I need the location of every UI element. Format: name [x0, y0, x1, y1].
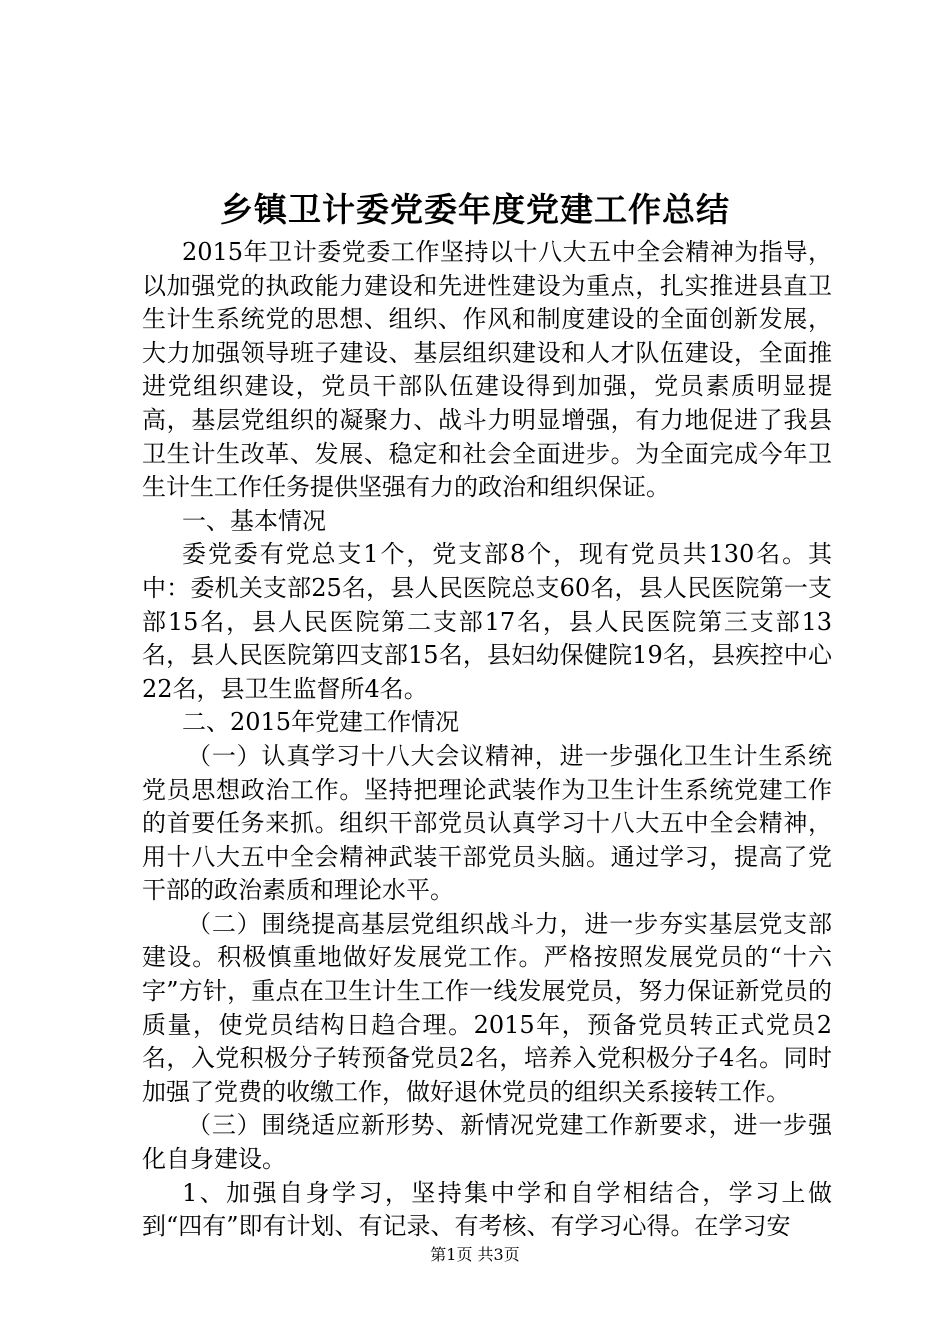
- paragraph-basic-info: 委党委有党总支1个，党支部8个，现有党员共130名。其中：委机关支部25名，县人民医院总支60名，县人民医院第一支部15名，县人民医院第二支部17名，县人民医院第三支部13名，县人民医院第四支部15名，县妇幼保健院19名，县疾控中心22名，县卫生监督所4名。: [142, 540, 832, 703]
- paragraph-subitem-1: 1、加强自身学习，坚持集中学和自学相结合，学习上做到“四有”即有计划、有记录、有考核、有学习心得。在学习安: [142, 1178, 832, 1241]
- document-title: 乡镇卫计委党委年度党建工作总结: [220, 190, 730, 229]
- paragraph-intro: 2015年卫计委党委工作坚持以十八大五中全会精神为指导，以加强党的执政能力建设和先进性建设为重点，扎实推进县直卫生计生系统党的思想、组织、作风和制度建设的全面创新发展，大力加强领导班子建设、基层组织建设和人才队伍建设，全面推进党组织建设，党员干部队伍建设得到加强，党员素质明显提高，基层党组织的凝聚力、战斗力明显增强，有力地促进了我县卫生计生改革、发展、稳定和社会全面进步。为全面完成今年卫生计生工作任务提供坚强有力的政治和组织保证。: [142, 238, 832, 502]
- section-heading-work: 二、2015年党建工作情况: [182, 708, 460, 737]
- document-body: [142, 236, 832, 1244]
- paragraph-item-1: （一）认真学习十八大会议精神，进一步强化卫生计生系统党员思想政治工作。坚持把理论武装作为卫生计生系统党建工作的首要任务来抓。组织干部党员认真学习十八大五中全会精神，用十八大五中全会精神武装干部党员头脑。通过学习，提高了党干部的政治素质和理论水平。: [142, 741, 832, 905]
- page-number-footer: 第1页 共3页: [430, 1245, 520, 1264]
- section-heading-basic: 一、基本情况: [182, 506, 326, 535]
- paragraph-item-3: （三）围绕适应新形势、新情况党建工作新要求，进一步强化自身建设。: [142, 1111, 832, 1174]
- paragraph-item-2: （二）围绕提高基层党组织战斗力，进一步夯实基层党支部建设。积极慎重地做好发展党工作。严格按照发展党员的“十六字”方针，重点在卫生计生工作一线发展党员，努力保证新党员的质量，使党员结构日趋合理。2015年，预备党员转正式党员2名，入党积极分子转预备党员2名，培养入党积极分子4名。同时加强了党费的收缴工作，做好退休党员的组织关系接转工作。: [142, 909, 832, 1106]
